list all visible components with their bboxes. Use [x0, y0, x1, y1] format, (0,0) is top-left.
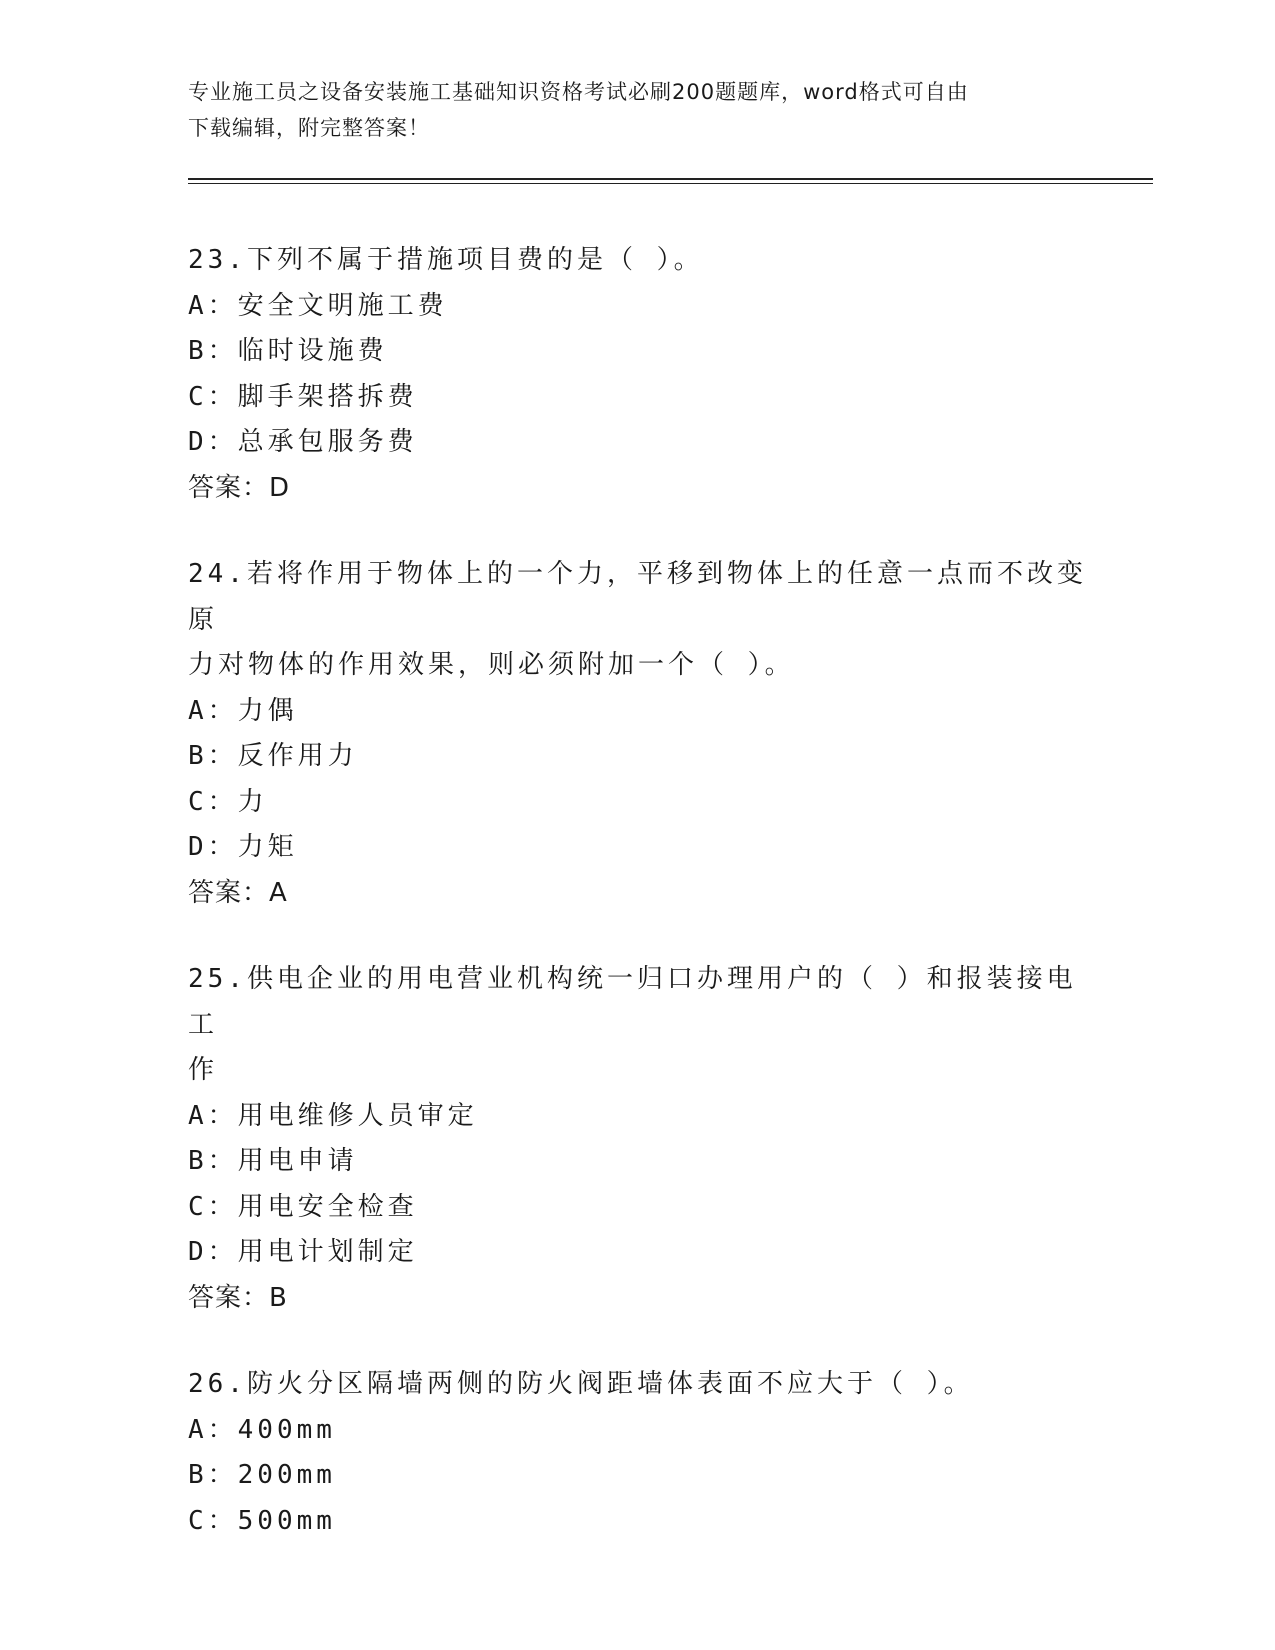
- question-stem-line: 25.供电企业的用电营业机构统一归口办理用户的（ ）和报装接电工: [188, 964, 1077, 1040]
- answer-option: B：200mm: [188, 1460, 336, 1490]
- document-header: [188, 74, 1068, 146]
- answer-option: B：用电申请: [188, 1146, 358, 1176]
- question-block: [188, 238, 1088, 511]
- question-block: [188, 957, 1088, 1321]
- header-divider-thick: [188, 178, 1153, 180]
- answer-option: D：力矩: [188, 832, 298, 862]
- question-stem-line: 23.下列不属于措施项目费的是（ ）。: [188, 245, 704, 275]
- answer-key: 答案：A: [188, 877, 288, 908]
- answer-option: A：用电维修人员审定: [188, 1100, 478, 1131]
- answer-option: C：用电安全检查: [188, 1191, 418, 1222]
- answer-option: A：安全文明施工费: [188, 290, 448, 321]
- answer-option: A：400mm: [188, 1414, 336, 1445]
- header-title-line-1: 专业施工员之设备安装施工基础知识资格考试必刷200题题库，word格式可自由: [188, 80, 969, 104]
- question-list: [188, 238, 1088, 1585]
- answer-option: B：临时设施费: [188, 336, 388, 366]
- answer-option: B：反作用力: [188, 741, 358, 771]
- question-stem-line: 26.防火分区隔墙两侧的防火阀距墙体表面不应大于（ ）。: [188, 1369, 974, 1399]
- header-title-line-2: 下载编辑，附完整答案！: [188, 116, 430, 140]
- answer-option: A：力偶: [188, 695, 298, 726]
- question-stem-line: 力对物体的作用效果，则必须附加一个（ ）。: [188, 650, 795, 680]
- question-block: [188, 1362, 1088, 1544]
- answer-option: C：500mm: [188, 1505, 336, 1536]
- question-stem-line: 作: [188, 1055, 219, 1085]
- header-divider-thin: [188, 183, 1153, 184]
- answer-option: C：脚手架搭拆费: [188, 381, 418, 412]
- answer-key: 答案：D: [188, 472, 291, 503]
- answer-option: D：用电计划制定: [188, 1237, 418, 1267]
- answer-key: 答案：B: [188, 1282, 288, 1313]
- question-stem-line: 24.若将作用于物体上的一个力，平移到物体上的任意一点而不改变原: [188, 559, 1087, 635]
- question-block: [188, 552, 1088, 916]
- answer-option: D：总承包服务费: [188, 427, 418, 457]
- answer-option: C：力: [188, 786, 268, 817]
